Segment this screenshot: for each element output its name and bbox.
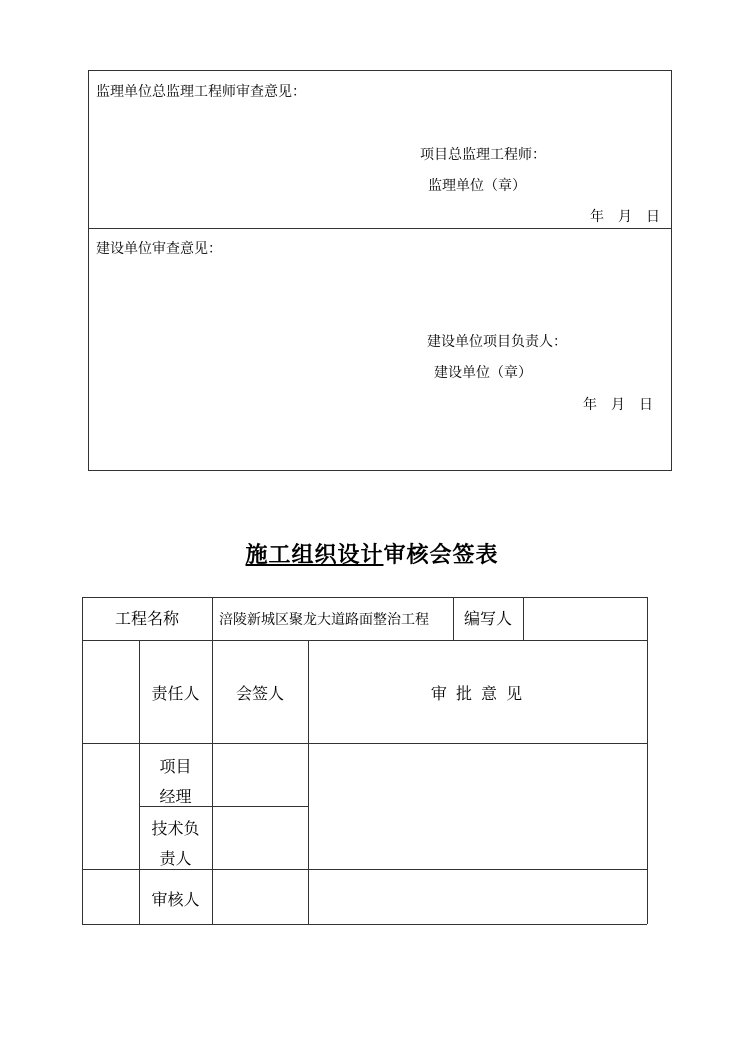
supervision-date-label: 年 月 日: [590, 209, 660, 225]
page-title: [0, 538, 744, 569]
row-project-manager-line2: 经理: [159, 787, 192, 806]
row-project-manager: [139, 752, 212, 812]
row-project-manager-line1: 项目: [159, 757, 192, 776]
section-divider: [88, 228, 672, 229]
header-signer: 会签人: [235, 684, 284, 703]
chief-engineer-label: 项目总监理工程师：: [420, 147, 546, 163]
header-opinion: 审 批 意 见: [430, 684, 525, 703]
row-tech-lead: [139, 814, 212, 874]
construction-date-label: 年 月 日: [583, 397, 653, 413]
supervision-unit-seal-label: 监理单位（章）: [428, 178, 526, 194]
project-name-value: 涪陵新城区聚龙大道路面整治工程: [219, 612, 429, 628]
title-rest: 审核会签表: [383, 543, 499, 568]
title-underlined-part: 施工组织设计: [245, 543, 384, 568]
author-label: 编写人: [463, 609, 512, 628]
row-reviewer: 审核人: [151, 890, 200, 909]
construction-heading: 建设单位审查意见：: [96, 241, 222, 257]
supervision-heading: 监理单位总监理工程师审查意见：: [96, 84, 306, 100]
construction-unit-seal-label: 建设单位（章）: [434, 365, 532, 381]
row-tech-lead-line1: 技术负: [151, 819, 200, 838]
project-name-label: 工程名称: [114, 609, 179, 628]
row-tech-lead-line2: 责人: [159, 849, 192, 868]
header-responsible: 责任人: [151, 684, 200, 703]
construction-responsible-label: 建设单位项目负责人：: [427, 334, 567, 350]
